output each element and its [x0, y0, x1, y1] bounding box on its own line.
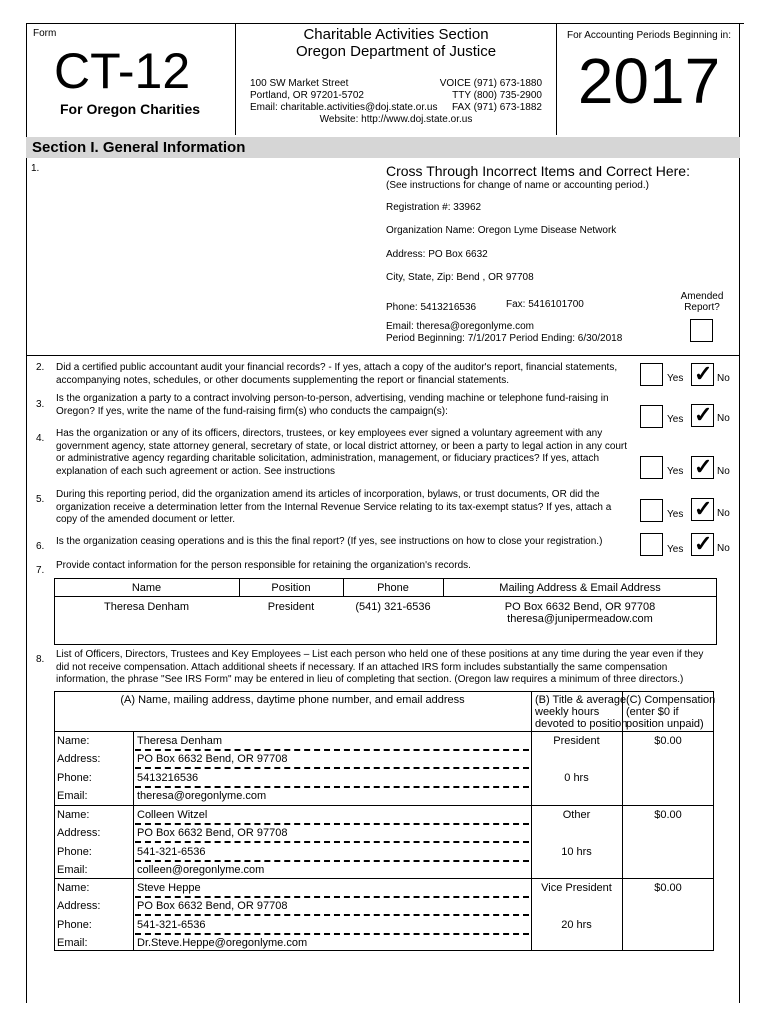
- records-table-header-rule: [54, 596, 717, 597]
- phone-label: Phone:: [57, 772, 92, 784]
- officers-row-rule: [54, 805, 714, 806]
- officers-row-rule: [54, 878, 714, 879]
- agency-title: Charitable Activities Section: [303, 26, 489, 43]
- question-number: 2.: [36, 362, 45, 373]
- organization-email: Email: theresa@oregonlyme.com: [386, 321, 534, 332]
- officers-col-a-header: (A) Name, mailing address, daytime phone number, and email address: [120, 694, 465, 706]
- cross-through-note: (See instructions for change of name or accounting period.): [386, 180, 649, 191]
- agency-name: Oregon Department of Justice: [295, 43, 497, 60]
- field-underline: [135, 914, 529, 916]
- records-header-address: Mailing Address & Email Address: [499, 582, 661, 594]
- question-text: Has the organization or any of its officers, directors, trustees, or key employees ever signed a voluntary agreement with any government agency, state attorney general, secretary of state, or local district attorney, or been a party to legal action in any court or administrative agency regarding charitable solicitation, administration, management, or fiduciary practices? If yes, attach explanation of each such agreement or action. See instructions: [56, 428, 628, 477]
- field-underline: [135, 823, 529, 825]
- field-underline: [135, 860, 529, 862]
- question-number: 5.: [36, 494, 45, 505]
- address-label: Address:: [57, 753, 101, 765]
- section-1-bottom-rule: [26, 355, 740, 356]
- amended-label-1: Amended: [680, 291, 724, 302]
- field-underline: [135, 896, 529, 898]
- header-divider-2: [556, 23, 557, 135]
- officers-header-rule: [54, 731, 714, 732]
- field-underline: [135, 786, 529, 788]
- records-header-name: Name: [131, 582, 162, 594]
- yes-label: Yes: [667, 414, 684, 425]
- officers-col-c-header-1: (C) Compensation: [626, 694, 716, 706]
- organization-fax: Fax: 5416101700: [506, 299, 584, 310]
- agency-website: Website: http://www.doj.state.or.us: [319, 114, 473, 125]
- officer-address[interactable]: PO Box 6632 Bend, OR 97708: [137, 753, 288, 765]
- no-label: No: [717, 543, 730, 554]
- email-label: Email:: [57, 790, 88, 802]
- yes-label: Yes: [667, 466, 684, 477]
- agency-voice: VOICE (971) 673-1880: [439, 78, 542, 89]
- question-number: 6.: [36, 541, 45, 552]
- organization-city-state-zip: City, State, Zip: Bend , OR 97708: [386, 272, 534, 283]
- officer-email[interactable]: Dr.Steve.Heppe@oregonlyme.com: [137, 937, 308, 949]
- officers-col-b-rule: [531, 691, 532, 951]
- period-label: For Accounting Periods Beginning in:: [567, 30, 731, 41]
- yes-label: Yes: [667, 509, 684, 520]
- checkmark-icon: ✓: [694, 402, 713, 427]
- address-label: Address:: [57, 900, 101, 912]
- records-contact-email: theresa@junipermeadow.com: [507, 613, 653, 625]
- item-7-number: 7.: [36, 565, 45, 576]
- question-text: Is the organization ceasing operations and is this the final report? (If yes, see instructions on how to close your registration.): [56, 536, 603, 547]
- officer-compensation[interactable]: $0.00: [654, 735, 682, 747]
- officers-col-c-header-2: (enter $0 if: [626, 706, 679, 718]
- email-label: Email:: [57, 937, 88, 949]
- accounting-period: Period Beginning: 7/1/2017 Period Ending: 6/30/2018: [386, 333, 623, 344]
- yes-checkbox[interactable]: [640, 363, 663, 386]
- yes-label: Yes: [667, 373, 684, 384]
- header-top-rule: [26, 23, 744, 24]
- field-underline: [135, 933, 529, 935]
- organization-phone: Phone: 5413216536: [386, 302, 477, 313]
- officers-table: [54, 691, 714, 951]
- officers-label-rule: [133, 731, 134, 951]
- no-checkbox[interactable]: [691, 404, 714, 427]
- phone-label: Phone:: [57, 919, 92, 931]
- officer-phone[interactable]: 5413216536: [137, 772, 199, 784]
- officer-name[interactable]: Steve Heppe: [137, 882, 201, 894]
- officers-col-b-header-2: weekly hours: [535, 706, 600, 718]
- officer-hours[interactable]: 0 hrs: [564, 772, 589, 784]
- item-8-text: List of Officers, Directors, Trustees and Key Employees – List each person who held one of these positions at any time during the year even if they did not receive compensation. Attach additional sheets if necessary. If an attached IRS form includes substantially the same compensation information, the phrase "See IRS Form" may be entered in lieu of completing that section. (Oregon law requires a minimum of three directors.): [56, 649, 704, 685]
- item-1-number: 1.: [31, 163, 40, 174]
- no-checkbox[interactable]: [691, 363, 714, 386]
- officer-phone[interactable]: 541-321-6536: [137, 846, 206, 858]
- question-text: During this reporting period, did the organization amend its articles of incorporation, bylaws, or trust documents, OR did the organization receive a determination letter from the Internal Revenue Service relating to its tax-exempt status? If yes, attach a copy of the amended document or letter.: [56, 489, 612, 525]
- question-number: 3.: [36, 399, 45, 410]
- officer-address[interactable]: PO Box 6632 Bend, OR 97708: [137, 827, 288, 839]
- page-right-rule: [739, 23, 740, 1003]
- officer-hours[interactable]: 20 hrs: [561, 919, 592, 931]
- amended-label-2: Report?: [684, 302, 720, 313]
- records-contact-position: President: [267, 601, 315, 613]
- records-contact-address: PO Box 6632 Bend, OR 97708: [504, 601, 656, 613]
- address-line-2: Portland, OR 97201-5702: [250, 90, 364, 101]
- question-text: Is the organization a party to a contract involving person-to-person, advertising, vending machine or telephone fund-raising in Oregon? If yes, write the name of the fund-raising firm(s) who conducts the campaign(s):: [56, 393, 609, 417]
- form-label: Form: [33, 28, 57, 39]
- yes-label: Yes: [667, 544, 684, 555]
- no-checkbox[interactable]: [691, 498, 714, 521]
- no-label: No: [717, 466, 730, 477]
- officer-title[interactable]: Vice President: [541, 882, 612, 894]
- amended-checkbox[interactable]: [690, 319, 713, 342]
- phone-label: Phone:: [57, 846, 92, 858]
- officer-address[interactable]: PO Box 6632 Bend, OR 97708: [137, 900, 288, 912]
- email-label: Email:: [57, 864, 88, 876]
- officer-title[interactable]: President: [553, 735, 600, 747]
- checkmark-icon: ✓: [694, 531, 713, 556]
- address-line-1: 100 SW Market Street: [250, 78, 349, 89]
- officer-compensation[interactable]: $0.00: [654, 809, 682, 821]
- officer-name[interactable]: Theresa Denham: [137, 735, 222, 747]
- checkmark-icon: ✓: [694, 361, 713, 386]
- page-left-rule: [26, 23, 27, 1003]
- officer-hours[interactable]: 10 hrs: [561, 846, 592, 858]
- organization-name: Organization Name: Oregon Lyme Disease Network: [386, 225, 617, 236]
- name-label: Name:: [57, 735, 90, 747]
- question-number: 4.: [36, 433, 45, 444]
- officer-phone[interactable]: 541-321-6536: [137, 919, 206, 931]
- records-header-phone: Phone: [377, 582, 409, 594]
- officer-email[interactable]: colleen@oregonlyme.com: [137, 864, 265, 876]
- checkmark-icon: ✓: [694, 454, 713, 479]
- item-8-number: 8.: [36, 654, 45, 665]
- no-label: No: [717, 373, 730, 384]
- form-year: 2017: [577, 45, 721, 117]
- officer-compensation[interactable]: $0.00: [654, 882, 682, 894]
- officers-col-b-header-1: (B) Title & average: [535, 694, 627, 706]
- yes-checkbox[interactable]: [640, 499, 663, 522]
- officer-title[interactable]: Other: [562, 809, 591, 821]
- no-label: No: [717, 413, 730, 424]
- field-underline: [135, 749, 529, 751]
- checkmark-icon: ✓: [694, 496, 713, 521]
- yes-checkbox[interactable]: [640, 456, 663, 479]
- records-contact-phone: (541) 321-6536: [355, 601, 431, 613]
- agency-fax: FAX (971) 673-1882: [451, 102, 542, 113]
- officer-name[interactable]: Colleen Witzel: [137, 809, 208, 821]
- cross-through-title: Cross Through Incorrect Items and Correct Here:: [386, 163, 690, 179]
- section-banner: [26, 137, 740, 158]
- officer-email[interactable]: theresa@oregonlyme.com: [137, 790, 267, 802]
- item-7-text: Provide contact information for the person responsible for retaining the organization's records.: [56, 560, 471, 571]
- officers-col-c-rule: [622, 691, 623, 951]
- records-contact-name: Theresa Denham: [104, 601, 189, 613]
- registration-number: Registration #: 33962: [386, 202, 482, 213]
- agency-email: Email: charitable.activities@doj.state.or.us: [250, 102, 438, 113]
- field-underline: [135, 767, 529, 769]
- no-checkbox[interactable]: [691, 533, 714, 556]
- form-code: CT-12: [54, 43, 191, 99]
- officers-col-c-header-3: position unpaid): [626, 718, 704, 730]
- agency-tty: TTY (800) 735-2900: [452, 90, 542, 101]
- yes-checkbox[interactable]: [640, 533, 663, 556]
- yes-checkbox[interactable]: [640, 405, 663, 428]
- records-header-position: Position: [271, 582, 311, 594]
- organization-address: Address: PO Box 6632: [386, 249, 488, 260]
- form-subtitle: For Oregon Charities: [60, 101, 201, 117]
- no-label: No: [717, 508, 730, 519]
- name-label: Name:: [57, 809, 90, 821]
- field-underline: [135, 841, 529, 843]
- name-label: Name:: [57, 882, 90, 894]
- section-title: Section I. General Information: [32, 139, 246, 156]
- address-label: Address:: [57, 827, 101, 839]
- question-text: Did a certified public accountant audit your financial records? - If yes, attach a copy of the auditor's report, financial statements, accompanying notes, schedules, or other documents supplementing the report or financial statements.: [56, 362, 618, 386]
- no-checkbox[interactable]: [691, 456, 714, 479]
- officers-col-b-header-3: devoted to position: [535, 718, 628, 730]
